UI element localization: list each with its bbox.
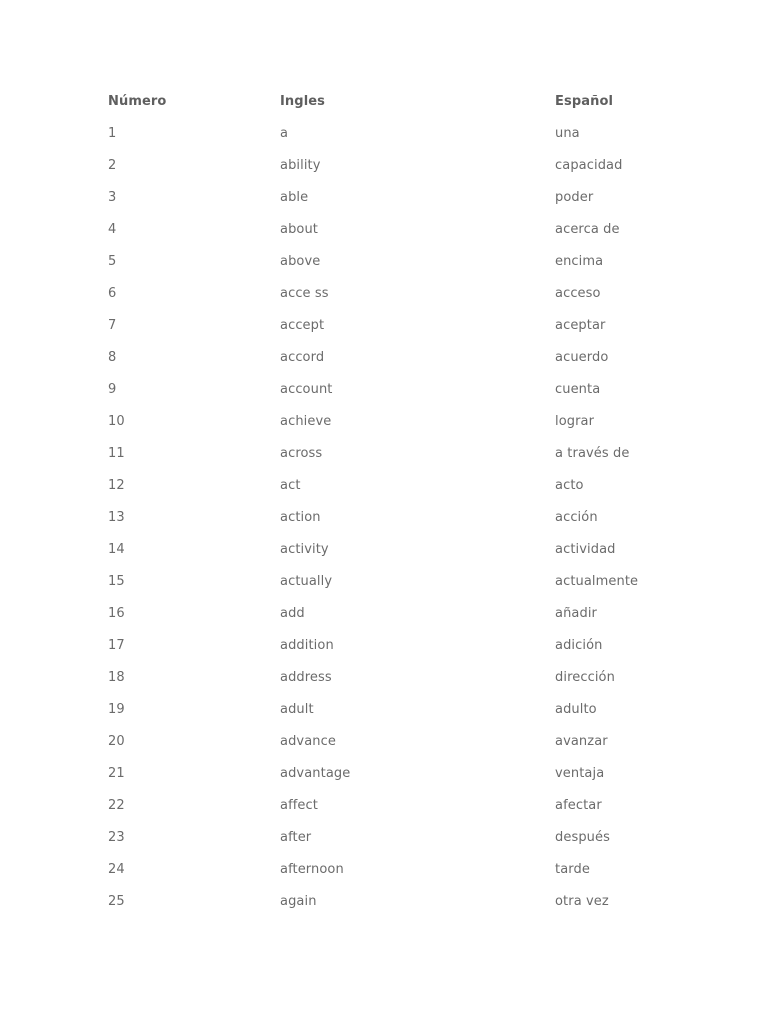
- spanish-cell: capacidad: [555, 158, 623, 173]
- spanish-cell: poder: [555, 190, 594, 205]
- number-cell: 8: [108, 350, 117, 365]
- spanish-cell: afectar: [555, 798, 602, 813]
- english-cell: advance: [280, 734, 336, 749]
- number-cell: 5: [108, 254, 117, 269]
- number-cell: 7: [108, 318, 117, 333]
- table-row: [108, 475, 668, 507]
- number-cell: 22: [108, 798, 125, 813]
- english-cell: after: [280, 830, 312, 845]
- spanish-cell: otra vez: [555, 894, 609, 909]
- table-row: [108, 315, 668, 347]
- spanish-cell: encima: [555, 254, 604, 269]
- english-cell: actually: [280, 574, 333, 589]
- table-row: [108, 379, 668, 411]
- number-cell: 16: [108, 606, 125, 621]
- number-cell: 3: [108, 190, 117, 205]
- english-cell: ability: [280, 158, 321, 173]
- spanish-cell: acerca de: [555, 222, 620, 237]
- english-cell: addition: [280, 638, 334, 653]
- header-number: Número: [108, 94, 167, 109]
- spanish-cell: adulto: [555, 702, 597, 717]
- number-cell: 15: [108, 574, 125, 589]
- english-cell: address: [280, 670, 332, 685]
- english-cell: acce ss: [280, 286, 329, 301]
- table-row: [108, 347, 668, 379]
- number-cell: 24: [108, 862, 125, 877]
- english-cell: achieve: [280, 414, 332, 429]
- number-cell: 6: [108, 286, 117, 301]
- english-cell: accept: [280, 318, 325, 333]
- spanish-cell: actividad: [555, 542, 616, 557]
- number-cell: 10: [108, 414, 125, 429]
- table-row: [108, 187, 668, 219]
- table-row: [108, 667, 668, 699]
- table-row: [108, 827, 668, 859]
- spanish-cell: después: [555, 830, 610, 845]
- table-body: [108, 123, 668, 923]
- table-row: [108, 219, 668, 251]
- english-cell: add: [280, 606, 305, 621]
- number-cell: 14: [108, 542, 125, 557]
- number-cell: 21: [108, 766, 125, 781]
- number-cell: 23: [108, 830, 125, 845]
- table-row: [108, 763, 668, 795]
- spanish-cell: avanzar: [555, 734, 608, 749]
- english-cell: affect: [280, 798, 318, 813]
- spanish-cell: acción: [555, 510, 598, 525]
- english-cell: account: [280, 382, 333, 397]
- number-cell: 19: [108, 702, 125, 717]
- table-row: [108, 539, 668, 571]
- spanish-cell: añadir: [555, 606, 597, 621]
- number-cell: 9: [108, 382, 117, 397]
- number-cell: 12: [108, 478, 125, 493]
- spanish-cell: acuerdo: [555, 350, 609, 365]
- english-cell: activity: [280, 542, 329, 557]
- spanish-cell: acceso: [555, 286, 601, 301]
- table-row: [108, 731, 668, 763]
- number-cell: 20: [108, 734, 125, 749]
- spanish-cell: a través de: [555, 446, 630, 461]
- spanish-cell: dirección: [555, 670, 615, 685]
- number-cell: 2: [108, 158, 117, 173]
- table-row: [108, 859, 668, 891]
- spanish-cell: adición: [555, 638, 603, 653]
- english-cell: above: [280, 254, 321, 269]
- spanish-cell: aceptar: [555, 318, 606, 333]
- spanish-cell: tarde: [555, 862, 590, 877]
- table-row: [108, 251, 668, 283]
- table-row: [108, 443, 668, 475]
- english-cell: accord: [280, 350, 325, 365]
- english-cell: across: [280, 446, 323, 461]
- table-row: [108, 411, 668, 443]
- table-header-row: [108, 91, 668, 123]
- english-cell: able: [280, 190, 309, 205]
- table-row: [108, 507, 668, 539]
- table-row: [108, 891, 668, 923]
- english-cell: action: [280, 510, 321, 525]
- number-cell: 4: [108, 222, 117, 237]
- table-row: [108, 699, 668, 731]
- table-row: [108, 635, 668, 667]
- number-cell: 11: [108, 446, 125, 461]
- spanish-cell: acto: [555, 478, 584, 493]
- vocabulary-table: [108, 91, 668, 923]
- number-cell: 17: [108, 638, 125, 653]
- english-cell: afternoon: [280, 862, 344, 877]
- english-cell: act: [280, 478, 301, 493]
- table-row: [108, 123, 668, 155]
- spanish-cell: actualmente: [555, 574, 639, 589]
- english-cell: again: [280, 894, 317, 909]
- spanish-cell: ventaja: [555, 766, 605, 781]
- table-row: [108, 155, 668, 187]
- number-cell: 1: [108, 126, 117, 141]
- spanish-cell: cuenta: [555, 382, 601, 397]
- number-cell: 18: [108, 670, 125, 685]
- english-cell: about: [280, 222, 319, 237]
- spanish-cell: lograr: [555, 414, 595, 429]
- table-row: [108, 603, 668, 635]
- table-row: [108, 795, 668, 827]
- header-spanish: Español: [555, 94, 614, 109]
- english-cell: a: [280, 126, 289, 141]
- number-cell: 25: [108, 894, 125, 909]
- header-english: Ingles: [280, 94, 326, 109]
- spanish-cell: una: [555, 126, 580, 141]
- number-cell: 13: [108, 510, 125, 525]
- english-cell: adult: [280, 702, 314, 717]
- english-cell: advantage: [280, 766, 351, 781]
- table-row: [108, 283, 668, 315]
- table-row: [108, 571, 668, 603]
